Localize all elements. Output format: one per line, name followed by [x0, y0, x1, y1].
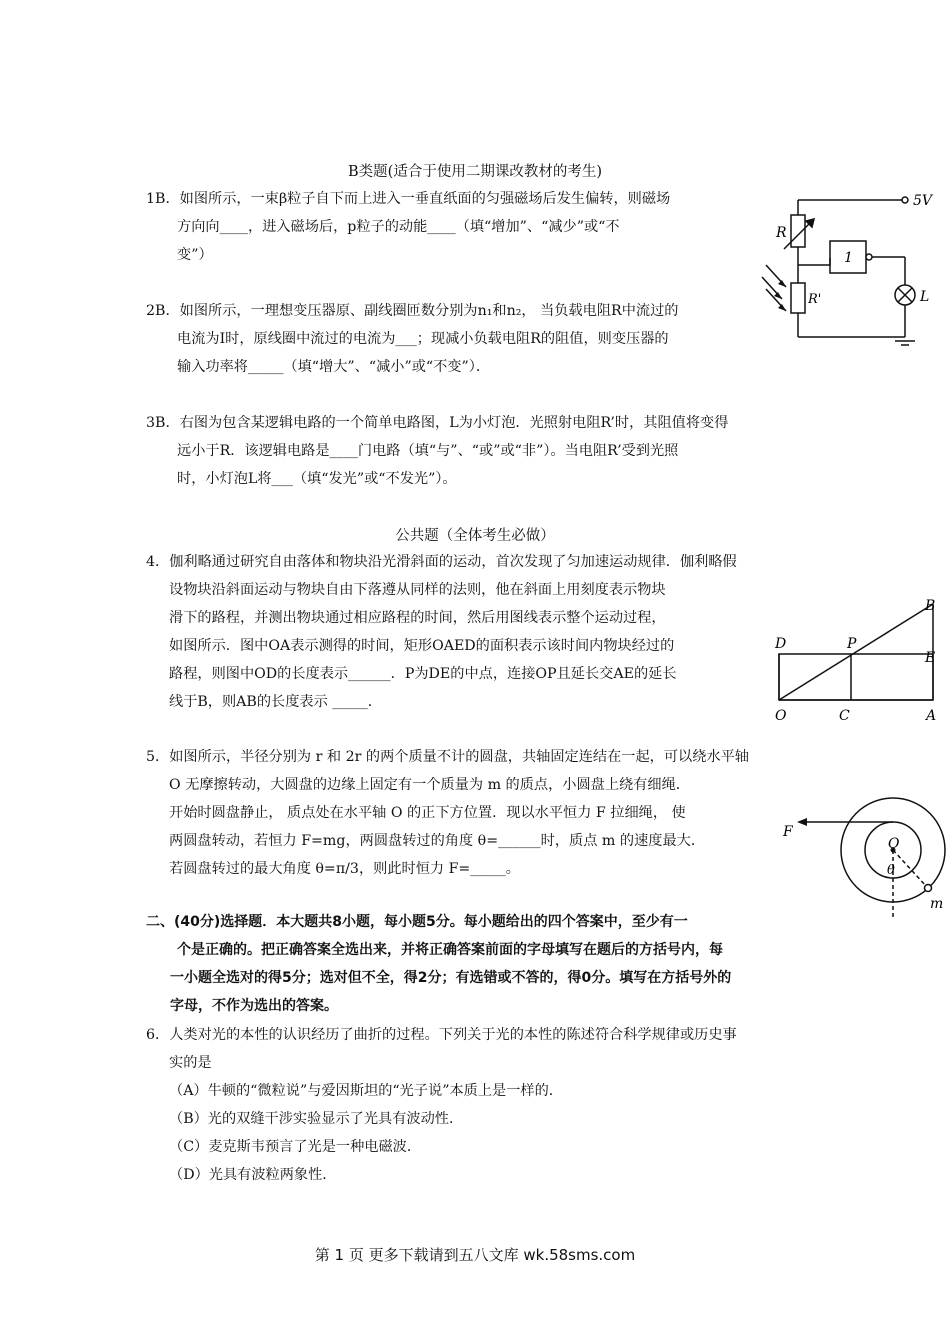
- public-heading: 公共题（全体考生必做）: [395, 528, 555, 544]
- not-gate-bubble: [866, 254, 872, 260]
- question-line: 如图所示．图中OA表示测得的时间，矩形OAED的面积表示该时间内物块经过的: [169, 638, 675, 654]
- label-5v: 5V: [913, 193, 933, 209]
- label-a: A: [926, 708, 937, 724]
- label-m: m: [930, 896, 944, 912]
- question-line: 变”）: [177, 247, 213, 263]
- option-d: （D）光具有波粒两象性．: [169, 1167, 337, 1183]
- question-line: 实的是: [169, 1055, 212, 1071]
- question-line: 两圆盘转动，若恒力 F=mg，两圆盘转过的角度 θ=______时，质点 m 的速度最大．: [169, 833, 706, 849]
- label-theta: θ: [887, 863, 895, 878]
- question-line: 滑下的路程，并测出物块通过相应路程的时间，然后用图线表示整个运动过程，: [169, 610, 666, 626]
- question-line: 线于B，则AB的长度表示 _____．: [169, 694, 382, 710]
- label-rp: R': [808, 292, 822, 307]
- question-line: 若圆盘转过的最大角度 θ=π/3，则此时恒力 F=_____。: [169, 861, 520, 877]
- question-line: 输入功率将_____（填“增大”、“减小”或“不变”）．: [177, 359, 491, 375]
- page-footer: 第 1 页 更多下载请到五八文库 wk.58sms.com: [314, 1246, 636, 1264]
- section-b-heading: B类题(适合于使用二期课改教材的考生): [348, 164, 602, 180]
- label-o: O: [775, 708, 787, 724]
- option-c: （C）麦克斯韦预言了光是一种电磁波．: [169, 1139, 422, 1155]
- question-line: 3B．右图为包含某逻辑电路的一个简单电路图，L为小灯泡．光照射电阻R’时，其阻值将变得: [146, 415, 729, 431]
- question-line: 4．伽利略通过研究自由落体和物块沿光滑斜面的运动，首次发现了匀加速运动规律．伽利略假: [146, 554, 737, 570]
- question-line: O 无摩擦转动，大圆盘的边缘上固定有一个质量为 m 的质点，小圆盘上绕有细绳．: [169, 777, 690, 793]
- label-e: E: [925, 650, 936, 666]
- question-line: 开始时圆盘静止， 质点处在水平轴 O 的正下方位置．现以水平恒力 F 拉细绳， 使: [169, 805, 686, 821]
- rectangle-oaed: [779, 654, 933, 700]
- label-p: P: [847, 636, 857, 652]
- question-line: 6．人类对光的本性的认识经历了曲折的过程。下列关于光的本性的陈述符合科学规律或历史事: [146, 1027, 737, 1043]
- heading-line: 字母，不作为选出的答案。: [170, 998, 338, 1014]
- photoresistor-rp: [791, 283, 805, 313]
- question-line: 时，小灯泡L将___（填“发光”或“不发光”）。: [177, 471, 457, 487]
- label-d: D: [775, 636, 787, 652]
- option-a: （A）牛顿的“微粒说”与爱因斯坦的“光子说”本质上是一样的．: [169, 1083, 563, 1099]
- double-disc-diagram: [775, 788, 950, 923]
- mass-point: [925, 885, 932, 892]
- question-line: 路程，则图中OD的长度表示______．P为DE的中点，连接OP且延长交AE的延长: [169, 666, 677, 682]
- heading-line: 二、(40分)选择题．本大题共8小题，每小题5分。每小题给出的四个答案中，至少有一: [146, 914, 688, 930]
- terminal-5v: [902, 197, 908, 203]
- question-line: 设物块沿斜面运动与物块自由下落遵从同样的法则，他在斜面上用刻度表示物块: [169, 582, 666, 598]
- label-f: F: [783, 824, 793, 840]
- question-line: 电流为I时，原线圈中流过的电流为___；现减小负载电阻R的阻值，则变压器的: [177, 331, 669, 347]
- question-line: 2B．如图所示，一理想变压器原、副线圈匝数分别为n₁和n₂， 当负载电阻R中流过的: [146, 303, 679, 319]
- label-c: C: [839, 708, 850, 724]
- label-r: R: [776, 225, 787, 241]
- option-b: （B）光的双缝干涉实验显示了光具有波动性．: [169, 1111, 464, 1127]
- line-ob: [779, 604, 936, 700]
- label-gate: 1: [844, 250, 853, 266]
- heading-line: 一小题全选对的得5分；选对但不全，得2分；有选错或不答的，得0分。填写在方括号外的: [170, 970, 732, 986]
- question-line: 5．如图所示，半径分别为 r 和 2r 的两个质量不计的圆盘，共轴固定连结在一起，可以绕水平轴: [146, 749, 749, 765]
- label-l: L: [920, 289, 930, 305]
- question-line: 1B．如图所示，一束β粒子自下而上进入一垂直纸面的匀强磁场后发生偏转，则磁场: [146, 191, 671, 207]
- galileo-graph-diagram: [765, 590, 950, 755]
- label-o: O: [888, 836, 900, 852]
- logic-circuit-diagram: [760, 185, 950, 360]
- heading-line: 个是正确的。把正确答案全选出来，并将正确答案前面的字母填写在题后的方括号内，每: [177, 942, 723, 958]
- label-b: B: [925, 598, 936, 614]
- question-line: 方向向____，进入磁场后，p粒子的动能____（填“增加”、“减少”或“不: [177, 219, 620, 235]
- question-line: 远小于R．该逻辑电路是____门电路（填“与”、“或”或“非”）。当电阻R’受到光照: [177, 443, 679, 459]
